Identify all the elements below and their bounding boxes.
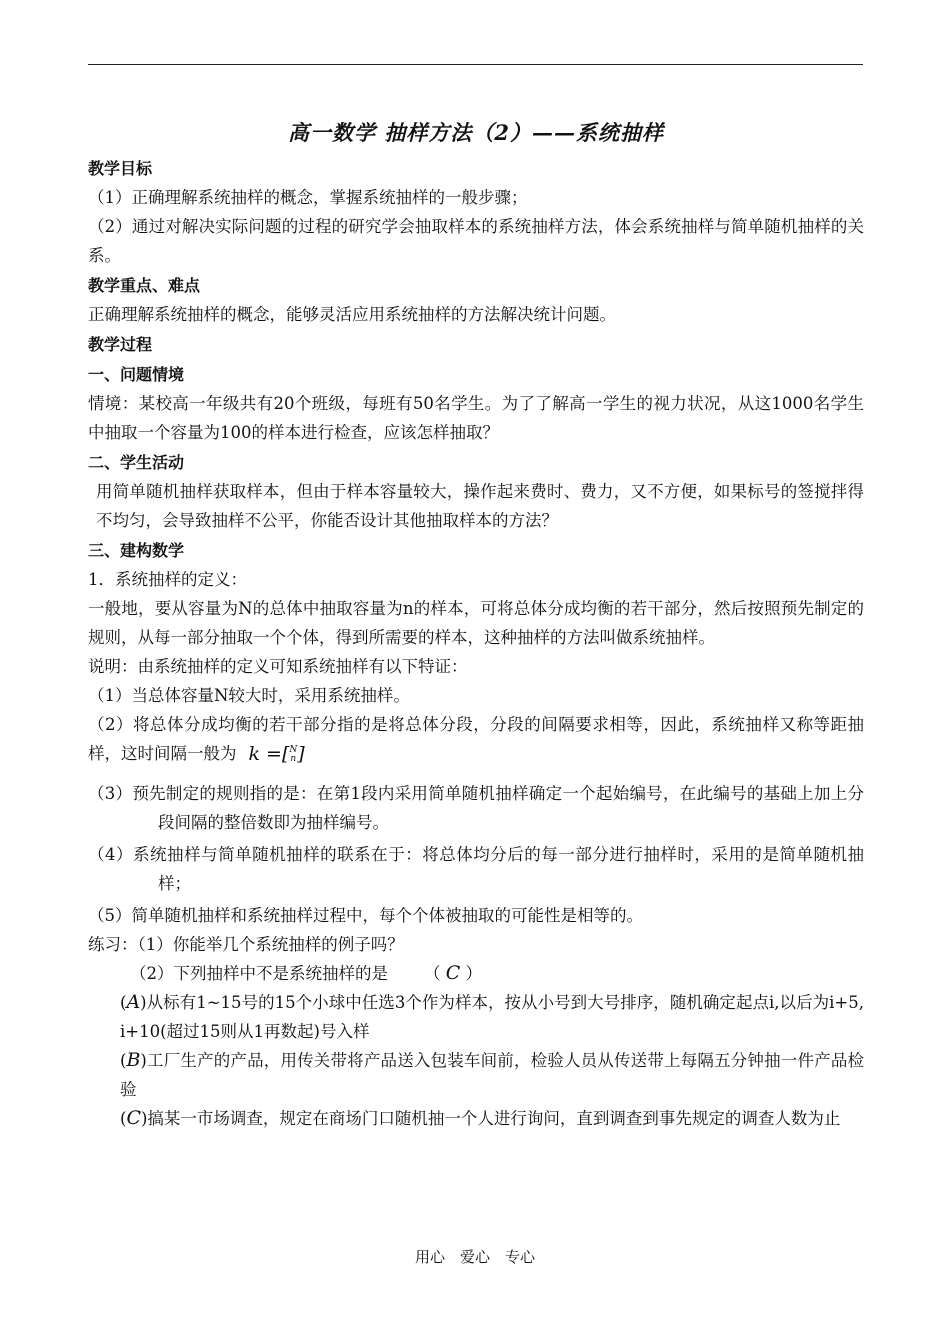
section1-heading: 一、问题情境 (88, 365, 185, 384)
answer-letter: C (445, 962, 461, 984)
exercise-q2-text: （2）下列抽样中不是系统抽样的是 (130, 964, 388, 983)
goals-heading: 教学目标 (88, 159, 153, 178)
exercise-q2 (88, 959, 864, 988)
document-body (88, 112, 864, 1133)
document-title: 高一数学 抽样方法（2）——系统抽样 (288, 120, 664, 145)
section3-heading: 三、建构数学 (88, 541, 185, 560)
page-footer: 用心 爱心 专心 (414, 1248, 535, 1266)
answer-open: （ (424, 964, 446, 983)
exercise-q1: 练习：（1）你能举几个系统抽样的例子吗？ (88, 935, 404, 954)
definition-label: 1．系统抽样的定义： (88, 570, 247, 589)
option-b-letter: B (126, 1049, 141, 1071)
option-a: (A)从标有1~15号的15个小球中任选3个作为样本，按从小号到大号排序，随机确定起点i,以后为i+5, i+10(超过15则从1再数起)号入样 (120, 991, 864, 1041)
option-b: (B)工厂生产的产品，用传关带将产品送入包装车间前，检验人员从传送带上每隔五分钟抽一件产品检验 (120, 1049, 864, 1099)
note-item-5: （5）简单随机抽样和系统抽样过程中，每个个体被抽取的可能性是相等的。 (88, 906, 643, 925)
note-item-3: （3）预先制定的规则指的是：在第1段内采用简单随机抽样确定一个起始编号，在此编号的基础上加上分段间隔的整倍数即为抽样编号。 (88, 784, 864, 832)
goal-item-2: （2）通过对解决实际问题的过程的研究学会抽取样本的系统抽样方法，体会系统抽样与简单随机抽样的关系。 (88, 217, 864, 265)
formula-k: k =[ (248, 743, 290, 765)
note-item-4: （4）系统抽样与简单随机抽样的联系在于：将总体均分后的每一部分进行抽样时，采用的是简单随机抽样； (88, 845, 864, 893)
note-item-2-text: （2）将总体分成均衡的若干部分指的是将总体分段，分段的间隔要求相等，因此，系统抽样又称等距抽样，这时间隔一般为 (88, 715, 864, 763)
definition-text: 一般地，要从容量为N的总体中抽取容量为n的样本，可将总体分成均衡的若干部分，然后按照预先制定的规则，从每一部分抽取一个个体，得到所需要的样本，这种抽样的方法叫做系统抽样。 (88, 599, 864, 647)
header-rule (88, 64, 863, 65)
key-text: 正确理解系统抽样的概念，能够灵活应用系统抽样的方法解决统计问题。 (88, 305, 616, 324)
option-a-letter: A (126, 991, 141, 1013)
option-c: (C)搞某一市场调查，规定在商场门口随机抽一个人进行询问，直到调查到事先规定的调查人数为止 (120, 1107, 841, 1129)
answer-close: ） (460, 964, 483, 983)
section2-text: 用简单随机抽样获取样本，但由于样本容量较大，操作起来费时、费力，又不方便，如果标号的签搅拌得不均匀，会导致抽样不公平，你能否设计其他抽取样本的方法？ (96, 482, 864, 530)
process-heading: 教学过程 (88, 335, 153, 354)
formula-numerator: N (289, 745, 298, 755)
goal-item-1: （1）正确理解系统抽样的概念，掌握系统抽样的一般步骤； (88, 188, 528, 207)
option-b-text: )工厂生产的产品，用传关带将产品送入包装车间前，检验人员从传送带上每隔五分钟抽一件产品检验 (120, 1051, 864, 1099)
note-text: 说明：由系统抽样的定义可知系统抽样有以下特证： (88, 657, 468, 676)
formula-close: ] (297, 743, 305, 765)
note-item-1: （1）当总体容量N较大时，采用系统抽样。 (88, 686, 410, 705)
option-c-letter: C (126, 1107, 141, 1129)
key-heading: 教学重点、难点 (88, 276, 201, 295)
option-a-text: )从标有1~15号的15个小球中任选3个作为样本，按从小号到大号排序，随机确定起点i,以后为i+5, i+10(超过15则从1再数起)号入样 (120, 993, 864, 1041)
section2-heading: 二、学生活动 (88, 453, 185, 472)
interval-formula (249, 740, 305, 769)
option-c-text: )搞某一市场调查，规定在商场门口随机抽一个人进行询问，直到调查到事先规定的调查人数为止 (140, 1109, 841, 1128)
note-item-2 (88, 710, 864, 769)
formula-denominator: n (290, 754, 297, 764)
section1-text: 情境：某校高一年级共有20个班级，每班有50名学生。为了了解高一学生的视力状况，从这1000名学生中抽取一个容量为100的样本进行检查，应该怎样抽取？ (88, 394, 864, 442)
